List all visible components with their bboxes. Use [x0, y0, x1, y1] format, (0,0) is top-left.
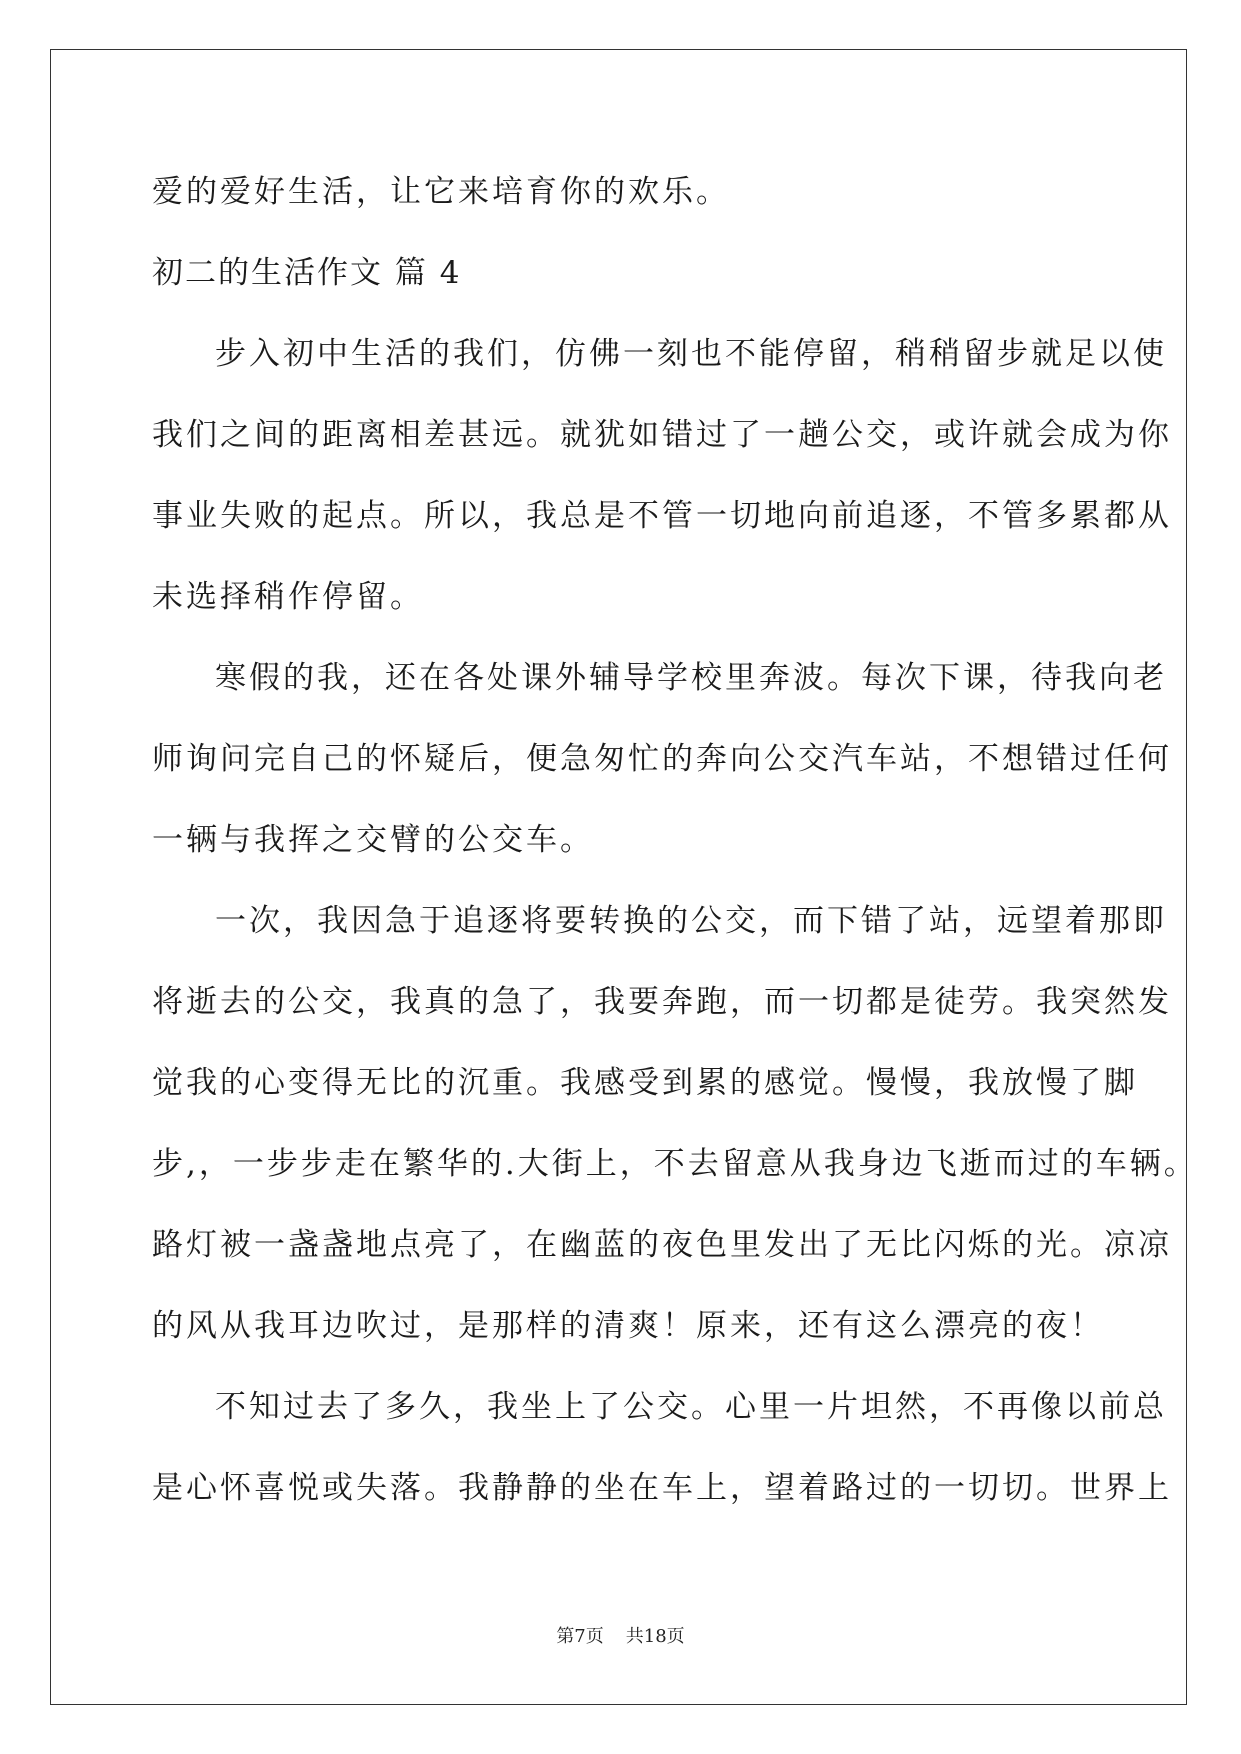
text-line-13: 步,，一步步走在繁华的.大街上，不去留意从我身边飞逝而过的车辆。	[152, 1146, 1198, 1182]
page-footer	[0, 1622, 1241, 1648]
text-line-16: 不知过去了多久，我坐上了公交。心里一片坦然，不再像以前总	[215, 1389, 1167, 1425]
text-line-1: 爱的爱好生活，让它来培育你的欢乐。	[152, 174, 730, 210]
section-heading: 初二的生活作文 篇 4	[152, 255, 462, 291]
text-line-3: 步入初中生活的我们，仿佛一刻也不能停留，稍稍留步就足以使	[215, 336, 1167, 372]
text-line-14: 路灯被一盏盏地点亮了，在幽蓝的夜色里发出了无比闪烁的光。凉凉	[152, 1227, 1172, 1263]
text-line-5: 事业失败的起点。所以，我总是不管一切地向前追逐，不管多累都从	[152, 498, 1172, 534]
text-line-7: 寒假的我，还在各处课外辅导学校里奔波。每次下课，待我向老	[215, 660, 1167, 696]
text-line-10: 一次，我因急于追逐将要转换的公交，而下错了站，远望着那即	[215, 903, 1167, 939]
text-line-11: 将逝去的公交，我真的急了，我要奔跑，而一切都是徒劳。我突然发	[152, 984, 1172, 1020]
text-line-6: 未选择稍作停留。	[152, 579, 424, 615]
document-body	[152, 160, 1198, 1537]
text-line-9: 一辆与我挥之交臂的公交车。	[152, 822, 594, 858]
text-line-8: 师询问完自己的怀疑后，便急匆忙的奔向公交汽车站，不想错过任何	[152, 741, 1172, 777]
page-number: 第7页	[556, 1626, 604, 1647]
text-line-17: 是心怀喜悦或失落。我静静的坐在车上，望着路过的一切切。世界上	[152, 1470, 1172, 1506]
page-total: 共18页	[625, 1626, 685, 1647]
text-line-15: 的风从我耳边吹过，是那样的清爽！原来，还有这么漂亮的夜！	[152, 1308, 1104, 1344]
text-line-12: 觉我的心变得无比的沉重。我感受到累的感觉。慢慢，我放慢了脚	[152, 1065, 1138, 1101]
text-line-4: 我们之间的距离相差甚远。就犹如错过了一趟公交，或许就会成为你	[152, 417, 1172, 453]
